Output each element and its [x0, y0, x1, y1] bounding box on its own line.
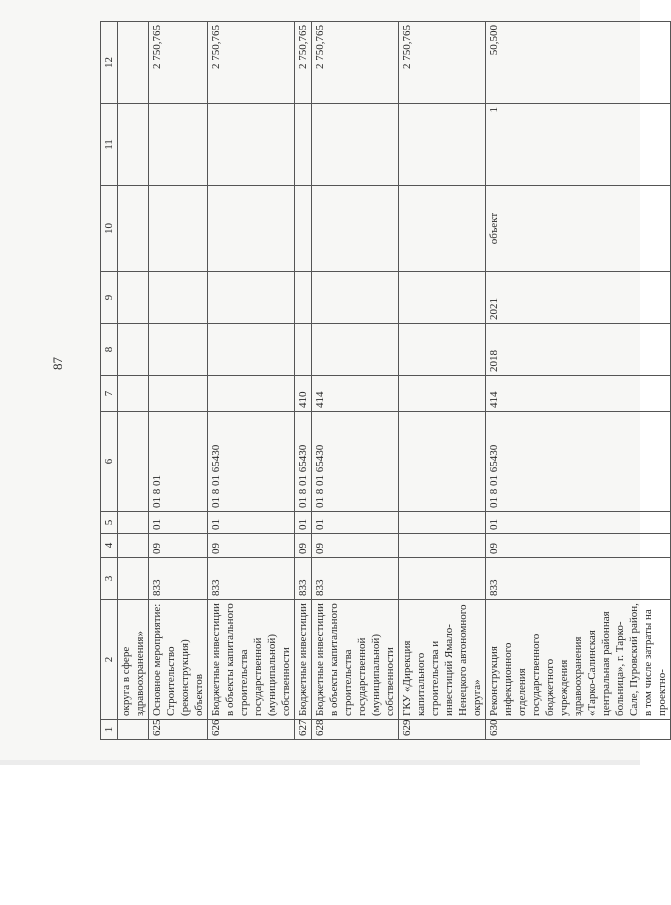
table-cell-c8 — [208, 324, 295, 376]
table-cell-c12: 2 750,765 — [312, 22, 399, 104]
table-cell-c7 — [149, 376, 208, 412]
table-cell-c1: 627 — [295, 720, 312, 740]
table-cell-c5 — [118, 512, 149, 534]
page-number: 87 — [50, 357, 65, 370]
table-cell-c8 — [399, 324, 486, 376]
header-cell: 10 — [101, 186, 118, 272]
table-cell-c6 — [118, 412, 149, 512]
table-cell-c3: 833 — [295, 558, 312, 600]
table-cell-c1: 625 — [149, 720, 208, 740]
table-row — [149, 22, 208, 740]
table-cell-c1 — [118, 720, 149, 740]
table-cell-c3 — [399, 558, 486, 600]
table-cell-c4: 09 — [486, 534, 671, 558]
table-cell-c8 — [312, 324, 399, 376]
table-cell-c5 — [399, 512, 486, 534]
table-cell-c1: 628 — [312, 720, 399, 740]
table-cell-c7: 410 — [295, 376, 312, 412]
table-cell-c2: ГКУ «Дирекция капитального строительства и инвестиций Ямало-Ненецкого автономного округа» — [399, 600, 486, 720]
table-row — [118, 22, 149, 740]
table-cell-c10: объект — [486, 186, 671, 272]
table-cell-c4: 09 — [149, 534, 208, 558]
table-cell-c11 — [149, 104, 208, 186]
table-cell-c11 — [208, 104, 295, 186]
header-cell: 7 — [101, 376, 118, 412]
table-cell-c12: 2 750,765 — [208, 22, 295, 104]
table-cell-c6 — [399, 412, 486, 512]
header-cell: 4 — [101, 534, 118, 558]
table-cell-c6: 01 8 01 — [149, 412, 208, 512]
table-cell-c5: 01 — [149, 512, 208, 534]
table-cell-c2: Бюджетные инвестиции — [295, 600, 312, 720]
table-cell-c6: 01 8 01 65430 — [208, 412, 295, 512]
table-cell-c4: 09 — [312, 534, 399, 558]
table-cell-c2: Основное мероприятие: Строительство (реконструкция) объектов — [149, 600, 208, 720]
table-cell-c10 — [118, 186, 149, 272]
table-cell-c5: 01 — [208, 512, 295, 534]
table-cell-c10 — [312, 186, 399, 272]
table-cell-c11: 1 — [486, 104, 671, 186]
table-row — [486, 22, 671, 740]
rotated-table — [100, 22, 668, 740]
header-cell: 1 — [101, 720, 118, 740]
table-cell-c12: 2 750,765 — [149, 22, 208, 104]
table-cell-c9 — [208, 272, 295, 324]
table-cell-c6: 01 8 01 65430 — [312, 412, 399, 512]
table-cell-c7 — [208, 376, 295, 412]
header-cell: 8 — [101, 324, 118, 376]
header-cell: 3 — [101, 558, 118, 600]
table-cell-c3 — [118, 558, 149, 600]
table-cell-c9 — [295, 272, 312, 324]
table-cell-c4 — [399, 534, 486, 558]
header-cell: 11 — [101, 104, 118, 186]
table-cell-c9 — [118, 272, 149, 324]
table-cell-c3: 833 — [208, 558, 295, 600]
table-cell-c10 — [295, 186, 312, 272]
table-cell-c7 — [118, 376, 149, 412]
table-cell-c1: 629 — [399, 720, 486, 740]
table-cell-c3: 833 — [486, 558, 671, 600]
header-cell: 2 — [101, 600, 118, 720]
table-cell-c11 — [399, 104, 486, 186]
table-cell-c7: 414 — [312, 376, 399, 412]
header-cell: 5 — [101, 512, 118, 534]
table-cell-c6: 01 8 01 65430 — [486, 412, 671, 512]
header-cell: 12 — [101, 22, 118, 104]
table-cell-c11 — [118, 104, 149, 186]
table-row — [208, 22, 295, 740]
table-cell-c5: 01 — [295, 512, 312, 534]
table-cell-c2: Бюджетные инвестиции в объекты капитального строительства государственной (муниципальной) собственности — [208, 600, 295, 720]
table-cell-c9 — [149, 272, 208, 324]
table-cell-c8 — [118, 324, 149, 376]
table-cell-c5: 01 — [486, 512, 671, 534]
table-cell-c9: 2021 — [486, 272, 671, 324]
table-cell-c5: 01 — [312, 512, 399, 534]
table-cell-c10 — [149, 186, 208, 272]
table-cell-c8 — [295, 324, 312, 376]
header-cell: 9 — [101, 272, 118, 324]
table-cell-c12: 2 750,765 — [399, 22, 486, 104]
table-cell-c9 — [312, 272, 399, 324]
table-row — [312, 22, 399, 740]
table-cell-c8: 2018 — [486, 324, 671, 376]
table-cell-c12: 2 750,765 — [295, 22, 312, 104]
table-cell-c3: 833 — [312, 558, 399, 600]
table-cell-c12 — [118, 22, 149, 104]
table-cell-c12: 50,500 — [486, 22, 671, 104]
header-cell: 6 — [101, 412, 118, 512]
table-cell-c2: Бюджетные инвестиции в объекты капитального строительства государственной (муниципальной) собственности — [312, 600, 399, 720]
table-cell-c1: 626 — [208, 720, 295, 740]
table-cell-c11 — [295, 104, 312, 186]
table-cell-c4: 09 — [295, 534, 312, 558]
table-cell-c1: 630 — [486, 720, 671, 740]
table-cell-c7: 414 — [486, 376, 671, 412]
table-cell-c8 — [149, 324, 208, 376]
table-cell-c4 — [118, 534, 149, 558]
table-cell-c3: 833 — [149, 558, 208, 600]
table-cell-c2: округа в сфере здравоохранения» — [118, 600, 149, 720]
table-cell-c10 — [208, 186, 295, 272]
header-row — [101, 22, 118, 740]
table-cell-c4: 09 — [208, 534, 295, 558]
budget-table — [100, 21, 671, 740]
table-cell-c11 — [312, 104, 399, 186]
table-row — [399, 22, 486, 740]
table-cell-c10 — [399, 186, 486, 272]
table-cell-c9 — [399, 272, 486, 324]
table-cell-c6: 01 8 01 65430 — [295, 412, 312, 512]
table-row — [295, 22, 312, 740]
table-cell-c7 — [399, 376, 486, 412]
table-cell-c2: Реконструкция инфекционного отделения государственного бюджетного учреждения здравоохранения «Тарко-Салинская центральная районная больница», г. Тарко-Сале, Пуровский район, в том числе затраты на проектно- — [486, 600, 671, 720]
